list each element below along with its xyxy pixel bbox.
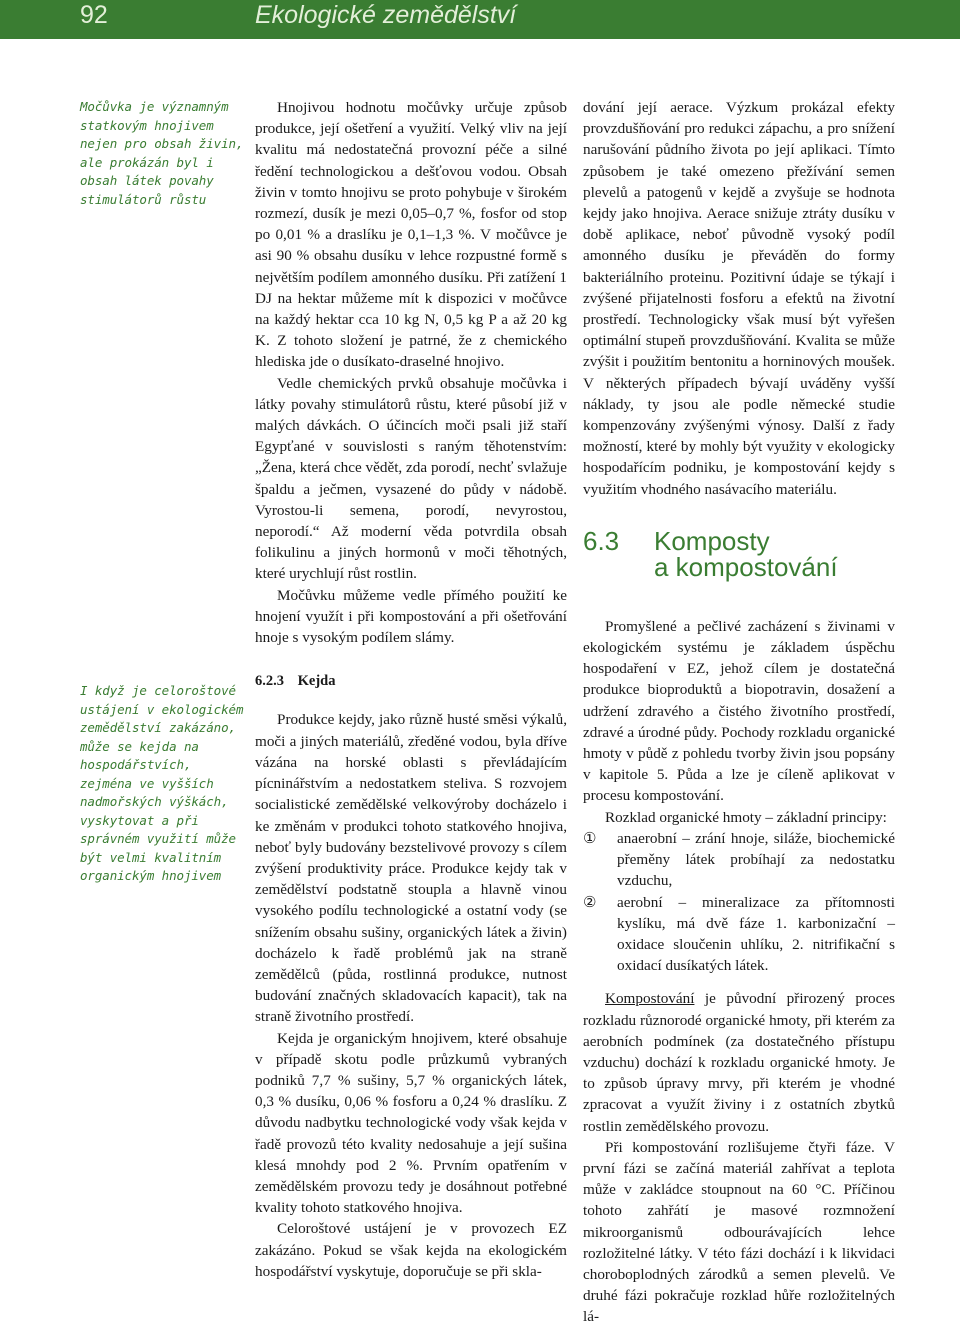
circled-number-2: ② xyxy=(583,893,597,911)
section-number: 6.2.3 xyxy=(255,673,284,690)
page-number: 92 xyxy=(80,1,108,29)
list-item-text: aerobní – mineralizace za přítomnosti kyslíku, má dvě fáze 1. karbonizační – oxidace sloučenin uhlíku, 2. nitrifikační s oxidací dusíkatých látek. xyxy=(617,893,895,975)
paragraph: Produkce kejdy, jako různě husté směsi výkalů, moči a jiných materiálů, zředěné vodou, byla dříve vázána na horské oblasti s převládajícím pícninářstvím a nedostatkem steliva. S rozvojem socialistické zemědělské velkovýroby docházelo i ke změnám v produkci tohoto statkového hnojiva, neboť byly budovány bezstelivové provozy s cílem zvýšení produktivity práce. Produkce kejdy tak v zemědělství podstatně stoupla a hlavně vinou vysokého podílu technologické a ostatní vody (se snížením obsahu sušiny, organických látek a živin) docházelo k řadě problémů jak na straně zemědělců (půda, rostlinná produkce, nutnost budování značných skladovacích kapacit), tak na straně životního prostředí. xyxy=(255,711,567,1026)
paragraph: Hnojivou hodnotu močůvky určuje způsob produkce, její ošetření a využití. Velký vliv na její kvalitu má nedostatečná provozní péče a silné ředění technologickou a dešťovou vodou. Obsah živin v tomto hnojivu se proto pohybuje v širokém rozmezí, dusík je mezi 0,05–0,7 %, fosfor od stop po 0,01 % a draslíku je 0,1–1,3 %. V močůvce je asi 90 % obsahu dusíku v lehce rozpustné formě s největším podílem amonného dusíku. Při zatížení 1 DJ na hektar můžeme mít k dispozici v močůvce na každý hektar cca 10 kg N, 0,5 kg P a až 20 kg K. Z tohoto složení je patrné, že z chemického hlediska jde o dusíkato-draselné hnojivo. xyxy=(255,99,567,371)
section-heading-kejda xyxy=(255,671,567,692)
paragraph: Promyšlené a pečlivé zacházení s živinami v ekologickém systému je základem úspěchu hospodaření v EZ, jehož cílem je dostatečná produkce bioproduktů a biopotravin, dosažení a udržení zdravého a čistého životního prostředí, zdravé a úrodné půdy. Pochody rozkladu organické hmoty v půdě z pohledu tvorby živin jsou popsány v kapitole 5. Půda a lze je cíleně aplikovat v procesu kompostování. xyxy=(583,617,895,805)
paragraph: Při kompostování rozlišujeme čtyři fáze. V první fázi se začíná materiál zahřívat a teplota může v zakládce stoupnout na 60 °C. Příčinou tohoto zahřátí je masové rozmnožení mikroorganismů odbourávajících lehce rozložitelné látky. V této fázi dochází i k likvidaci choroboplodných zárodků a semen plevelů. Ve druhé fázi pokračuje rozklad hůře rozložitelných lá- xyxy=(583,1138,895,1326)
paragraph: dování její aerace. Výzkum prokázal efekty provzdušňování pro redukci zápachu, a pro snížení narušování půdního života po její aplikaci. Tímto způsobem je také omezeno přežívání semen plevelů a patogenů v kejdě a zvyšuje se hodnota kejdy jako hnojiva. Aerace snižuje ztráty dusíku v době aplikace, neboť původně vysoký podíl amonného dusíku je převáděn do formy bakteriálního proteinu. Pozitivní údaje se týkají i zvýšené přijatelnosti fosforu a efektů na životní prostředí. Technologicky však musí být vyřešen optimální stupeň provzdušňování. Kvalita se může zvýšit i použitím bentonitu a horninových moušek. V některých případech bývají uváděny vyšší náklady, ty jsou ale podle německé studie kompenzovány zvýšenými výnosy. Další z řady možností, které by mohly být využity v ekologicky hospodařícím podniku, je kompostování kejdy s využitím vhodného nasávacího materiálu. xyxy=(583,99,895,498)
list-item xyxy=(583,892,895,977)
running-title: Ekologické zemědělství xyxy=(255,1,517,29)
chapter-title xyxy=(654,525,838,582)
paragraph-text: je původní přirozený proces rozkladu různorodé organické hmoty, při kterém za aerobních podmínek (za dostatečného přístupu vzduchu) dochází k rozkladu organické hmoty. Je to způsob úpravy mrvy, při kterém je vhodné zpracovat a využít živiny i z ostatních zbytků rostlin zemědělského provozu. xyxy=(583,990,895,1135)
paragraph xyxy=(583,988,895,1136)
chapter-title-line-2: a kompostování xyxy=(654,551,838,582)
paragraph: Vedle chemických prvků obsahuje močůvka i látky povahy stimulátorů růstu, které působí již v malých dávkách. O účincích moči psali již staří Egypťané v souvislosti s raným těhotenstvím: „Žena, která chce vědět, zda porodí, nechť svlažuje špaldu a ječmen, vysazené do půdy v nádobě. Vyrostou-li semena, porodí, nevyrostou, neporodí.“ Až moderní věda potvrdila obsah folikulinu a jiných hormonů v moči těhotných, které urychlují růst rostlin. xyxy=(255,374,567,583)
paragraph: Kejda je organickým hnojivem, které obsahuje v případě skotu podle průzkumů vybraných podniků 7,7 % sušiny, 5,7 % organických látek, 0,3 % dusíku, 0,06 % fosforu a 0,24 % draslíku. Z důvodu nadbytku technologické vody však kejda v řadě provozů této kvality nedosahuje a její sušina klesá mnohdy pod 2 %. Prvním opatřením v zemědělském provozu tedy je dosáhnout potřebné kvality tohoto statkového hnojiva. xyxy=(255,1029,567,1217)
margin-note-kejda: I když je celoroštové ustájení v ekologickém zemědělství zakázáno, může se kejda na hospodářstvích, zejména ve vyšších nadmořských výškách, vyskytovat a při správném využití může být velmi kvalitním organickým hnojivem xyxy=(80,683,244,883)
paragraph: Rozklad organické hmoty – základní principy: xyxy=(605,808,887,826)
text-column-right xyxy=(583,97,895,1328)
circled-number-1: ① xyxy=(583,829,597,847)
margin-note-mocuvka: Močůvka je významným statkovým hnojivem nejen pro obsah živin, ale prokázán byl i obsah látek povahy stimulátorů růstu xyxy=(80,99,244,207)
text-column-middle xyxy=(255,97,567,1282)
spacer xyxy=(583,976,895,988)
section-title: Kejda xyxy=(297,673,336,690)
term-kompostovani: Kompostování xyxy=(605,990,695,1008)
chapter-number: 6.3 xyxy=(583,525,620,556)
chapter-heading xyxy=(583,525,895,588)
paragraph: Celoroštové ustájení je v provozech EZ zakázáno. Pokud se však kejda na ekologickém hospodářství vyskytuje, doporučuje se při skla- xyxy=(255,1220,567,1280)
list-item-text: anaerobní – zrání hnoje, siláže, biochemické přeměny látek probíhají za nedostatku vzduchu, xyxy=(617,829,895,890)
paragraph: Močůvku můžeme vedle přímého použití ke hnojení využít i při kompostování a při ošetřování hnoje s vysokým podílem slámy. xyxy=(255,586,567,647)
page-header xyxy=(0,0,960,39)
chapter-title-line-1: Komposty xyxy=(654,525,770,556)
list-item xyxy=(583,828,895,892)
principles-list xyxy=(583,828,895,976)
